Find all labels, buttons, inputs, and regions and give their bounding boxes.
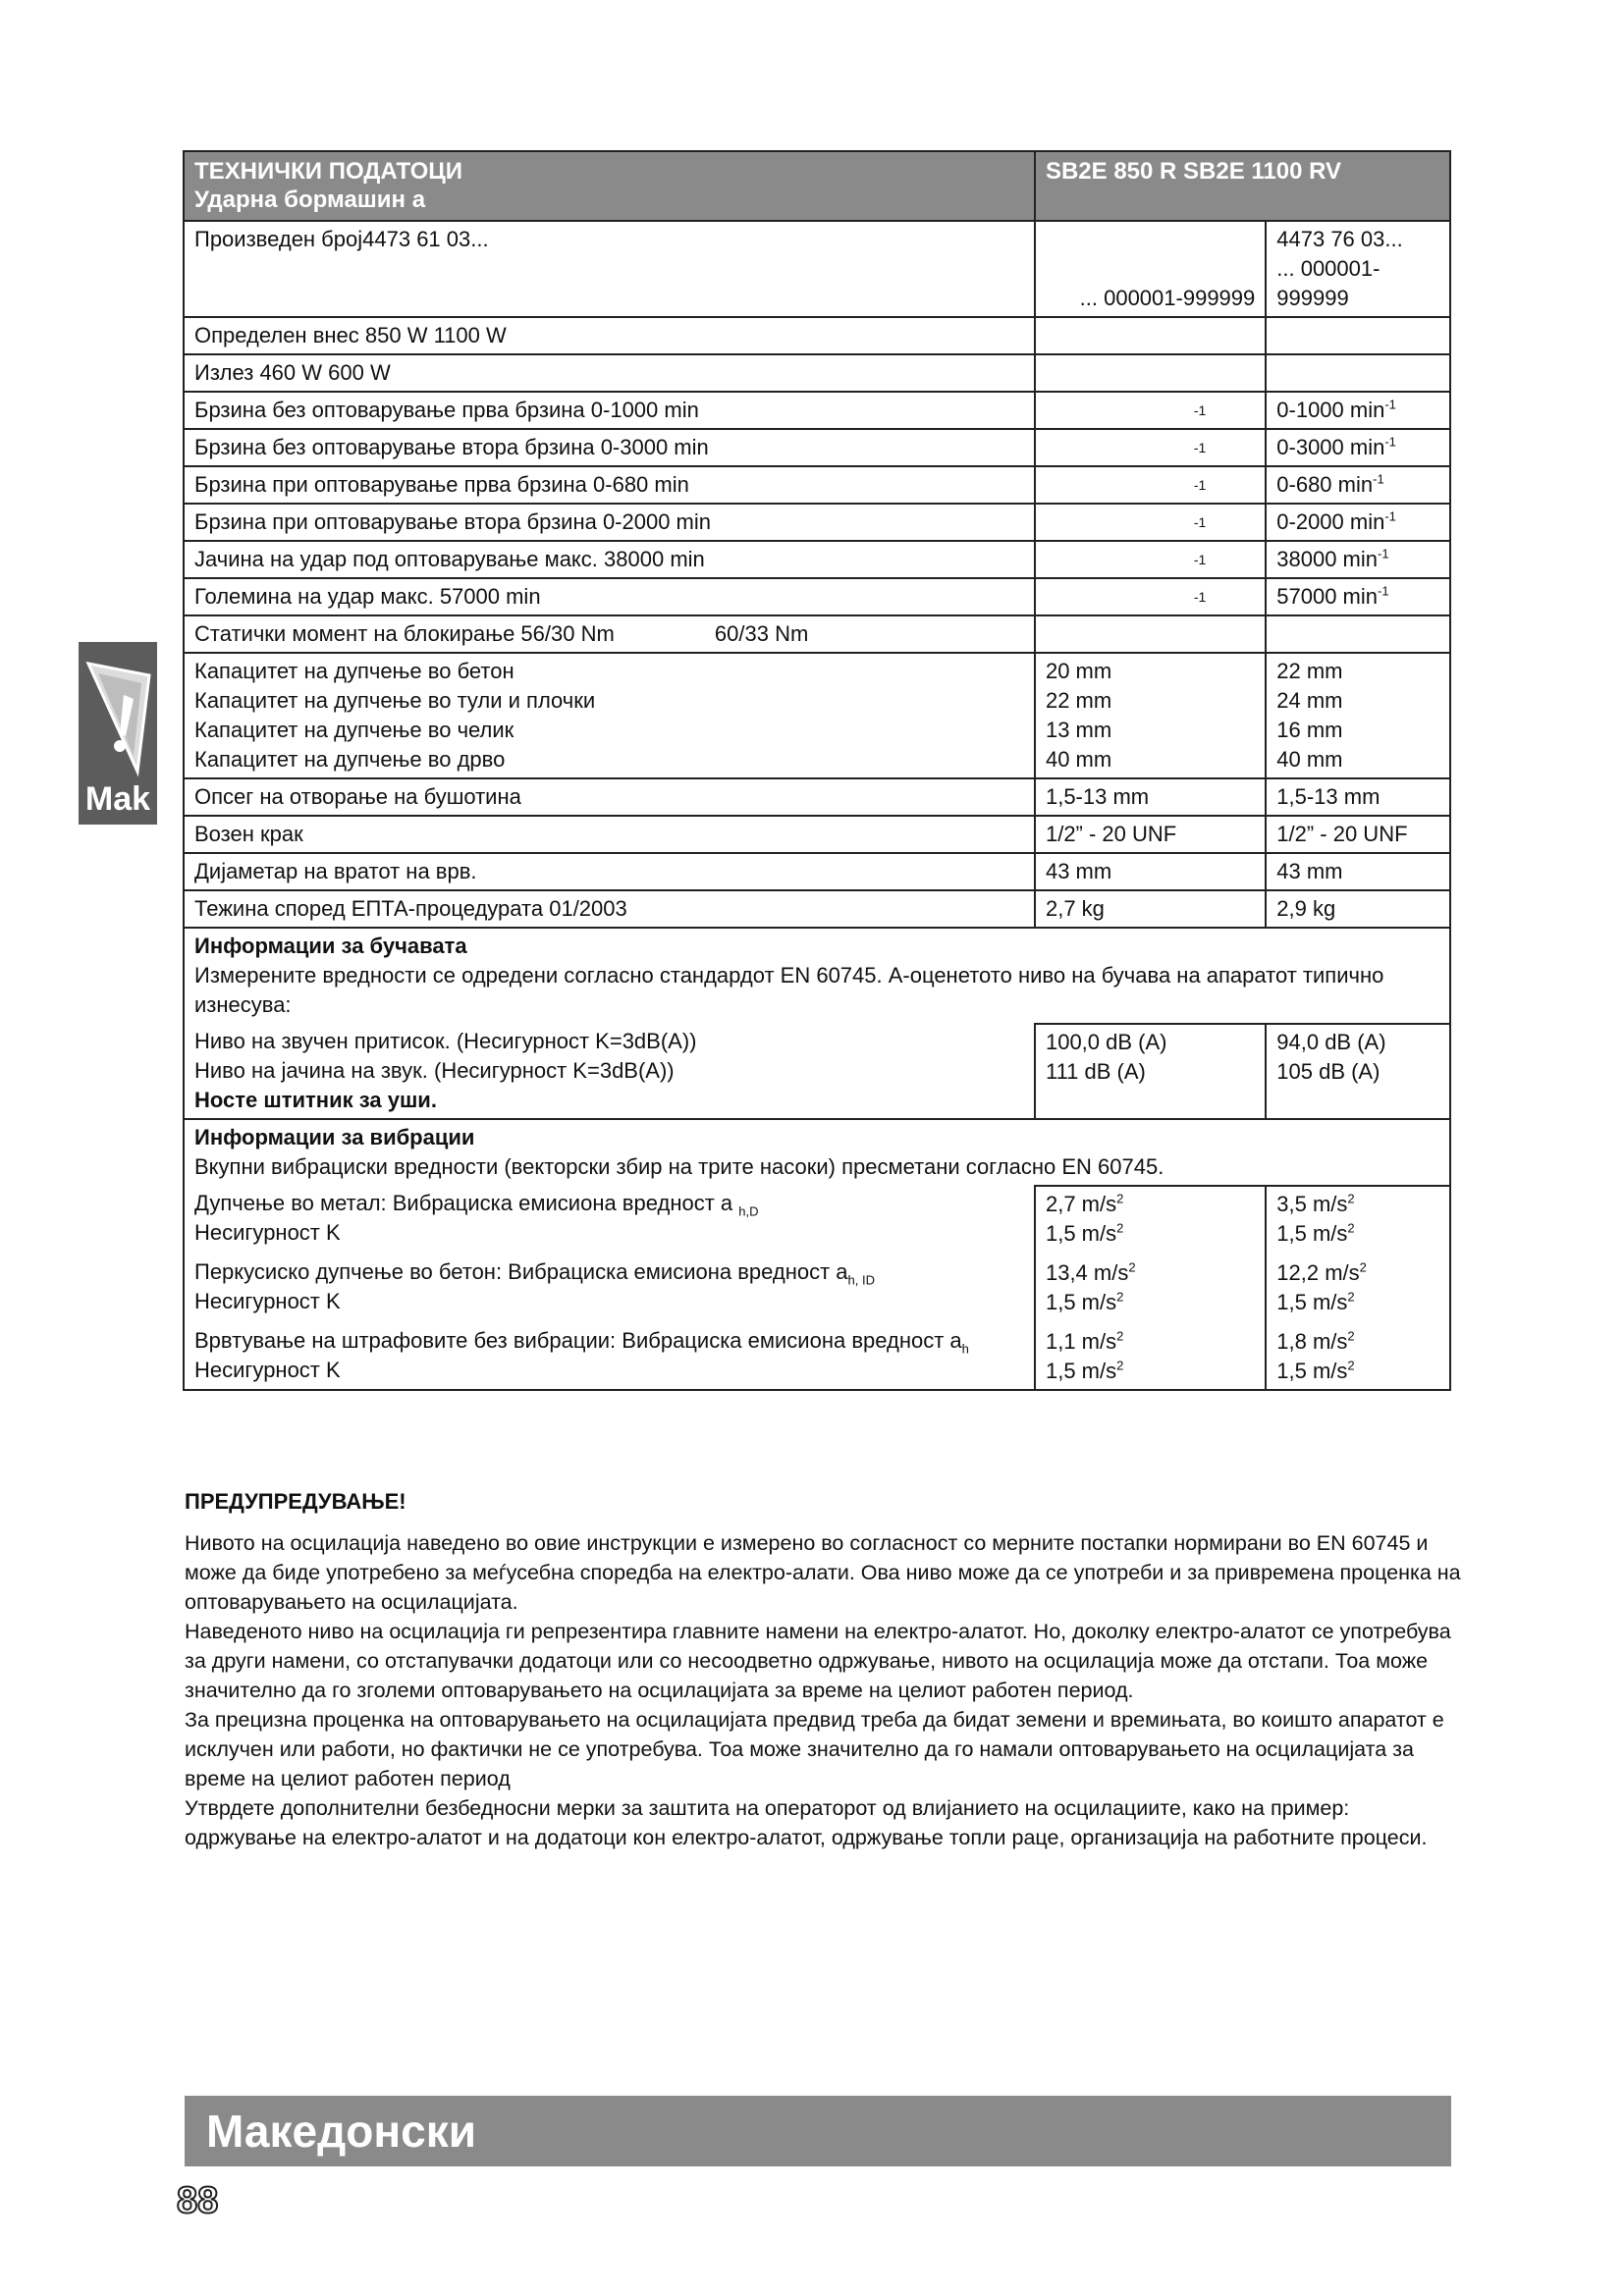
serial-v2a: 4473 76 03... bbox=[1276, 227, 1403, 251]
table-row-speed: Брзина без оптоварување прва брзина 0-1000 min -1 0-1000 $\min^{-1}$ bbox=[184, 392, 1450, 429]
warning-paragraph: За прецизна проценка на оптоварувањето на осцилацијата предвид треба да бидат земени и времињата, во коишто апаратот е исклучен или работи, но фактички не се употребува. Тоа може значително да го намали оптоварувањето на осцилацијата за време на целиот работен период bbox=[185, 1708, 1444, 1790]
serial-v2b: ... 000001-999999 bbox=[1276, 256, 1380, 310]
table-row-capacity: Капацитет на дупчење во бетон Капацитет на дупчење во тули и плочки Капацитет на дупчење во челик Капацитет на дупчење во дрво 20 mm 22 mm 13 mm 40 mm 22 mm 24 mm 16 mm 40 mm bbox=[184, 653, 1450, 778]
table-row-torque bbox=[184, 615, 1450, 653]
table-row-speed: Брзина при оптоварување втора брзина 0-2000 min -1 0-2000 $\min^{-1}$ bbox=[184, 504, 1450, 541]
vibration-values-row: Дупчење во метал: Вибрациска емисиона вредност a $_{h,D}$ Несигурност K Перкусиско дупчење во бетон: Вибрациска емисиона вредност $a_{h, ID}$ Несигурност K Врвтување на штрафовите без вибрации: Вибрациска емисиона вредност $a_h$ Несигурност K 2,7 $m/s^2$ 1,5 $m/s^2$ 13,4 $m/s^2$ 1,5 $m/s^2$ 1,1 $m/s^2$ 1,5 $m/s^2$ 3,5 $m/s^2$ 1,5 $m/s^2$ 12,2 $m/s^2$ 1,5 $m/s^2$ 1,8 $m/s^2$ 1,5 $m/s^2$ bbox=[184, 1186, 1450, 1390]
vibration-heading-row bbox=[184, 1119, 1450, 1186]
table-row: Опсег на отворање на бушотина 1,5-13 mm 1,5-13 mm bbox=[184, 778, 1450, 816]
technical-data-table bbox=[183, 150, 1451, 1391]
language-label: Македонски bbox=[206, 2106, 477, 2157]
serial-v1: ... 000001-999999 bbox=[1035, 221, 1266, 317]
table-header-models: SB2E 850 R SB2E 1100 RV bbox=[1035, 151, 1450, 221]
noise-heading-row bbox=[184, 928, 1450, 1024]
ear-protection-warning: Носте штитник за уши. bbox=[194, 1088, 437, 1112]
noise-values-row: Ниво на звучен притисок. (Несигурност K=3dB(A)) Ниво на јачина на звук. (Несигурност K=3dB(A)) Носте штитник за уши. 100,0 dB (A) 111 dB (A) 94,0 dB (A) 105 dB (A) bbox=[184, 1024, 1450, 1119]
torque-label: Статички момент на блокирање 56/30 Nm bbox=[194, 621, 615, 646]
torque-v2: 60/33 Nm bbox=[714, 621, 809, 646]
table-row-power-in bbox=[184, 317, 1450, 354]
table-row-speed: Брзина при оптоварување прва брзина 0-680 min -1 0-680 $\min^{-1}$ bbox=[184, 466, 1450, 504]
table-row-speed: Брзина без оптоварување втора брзина 0-3000 min -1 0-3000 $\min^{-1}$ bbox=[184, 429, 1450, 466]
noise-heading: Информации за бучавата bbox=[194, 934, 467, 958]
warning-paragraph: Утврдете дополнителни безбедносни мерки за заштита на операторот од влијанието на осцилациите, како на пример: одржување на електро-алатот и на додатоци кон електро-алатот, одржување топли раце, организација на работните процеси. bbox=[185, 1796, 1428, 1849]
side-tab-label: Mak bbox=[84, 780, 151, 818]
table-subtitle: Ударна бормашин а bbox=[194, 187, 426, 213]
serial-v2-cell bbox=[1266, 221, 1450, 317]
warning-triangle-icon bbox=[81, 652, 155, 779]
table-row-impact: Големина на удар макс. 57000 min -1 57000 $\min^{-1}$ bbox=[184, 578, 1450, 615]
power-out-label: Излез 460 W 600 W bbox=[184, 354, 1035, 392]
table-row: Возен крак 1/2” - 20 UNF 1/2” - 20 UNF bbox=[184, 816, 1450, 853]
table-row-serial bbox=[184, 221, 1450, 317]
table-row: Дијаметар на вратот на врв. 43 mm 43 mm bbox=[184, 853, 1450, 890]
power-in-label: Определен внес 850 W 1100 W bbox=[184, 317, 1035, 354]
table-row-power-out bbox=[184, 354, 1450, 392]
table-header-title-cell bbox=[184, 151, 1035, 221]
vibration-intro: Вкупни вибрациски вредности (векторски збир на трите насоки) пресметани согласно EN 60745. bbox=[194, 1154, 1164, 1179]
page-number: 88 bbox=[177, 2180, 219, 2221]
noise-intro: Измерените вредности се одредени согласно стандардот EN 60745. А-оценетото ниво на бучава на апаратот типично изнесува: bbox=[194, 963, 1384, 1017]
table-header-row bbox=[184, 151, 1450, 221]
warning-heading: ПРЕДУПРЕДУВАЊЕ! bbox=[185, 1489, 406, 1514]
table-title: ТЕХНИЧКИ ПОДАТОЦИ bbox=[194, 158, 463, 185]
table-row-impact: Јачина на удар под оптоварување макс. 38000 min -1 38000 $\min^{-1}$ bbox=[184, 541, 1450, 578]
warning-paragraph: Наведеното ниво на осцилација ги репрезентира главните намени на електро-алатот. Но, доколку електро-алатот се употребува за други намени, со отстапувачки додатоци или со несоодветно одржување, нивото на осцилација може да отстапи. Тоа може значително да го зголеми оптоварувањето на осцилацијата за време на целиот работен период. bbox=[185, 1620, 1451, 1702]
language-footer-bar bbox=[185, 2096, 1451, 2166]
vibration-heading: Информации за вибрации bbox=[194, 1125, 475, 1149]
table-row: Тежина според ЕПТА-процедурата 01/2003 2,7 kg 2,9 kg bbox=[184, 890, 1450, 928]
serial-label: Произведен број4473 61 03... bbox=[184, 221, 1035, 317]
language-side-tab bbox=[79, 642, 157, 825]
warning-paragraph: Нивото на осцилација наведено во овие инструкции е измерено во согласност со мерните постапки нормирани во EN 60745 и може да биде употребено за меѓусебна споредба на електро-алати. Ова ниво може да се употреби и за привремена проценка на оптоварувањето на осцилацијата. bbox=[185, 1531, 1461, 1614]
vibration-warning-section bbox=[185, 1487, 1461, 1852]
